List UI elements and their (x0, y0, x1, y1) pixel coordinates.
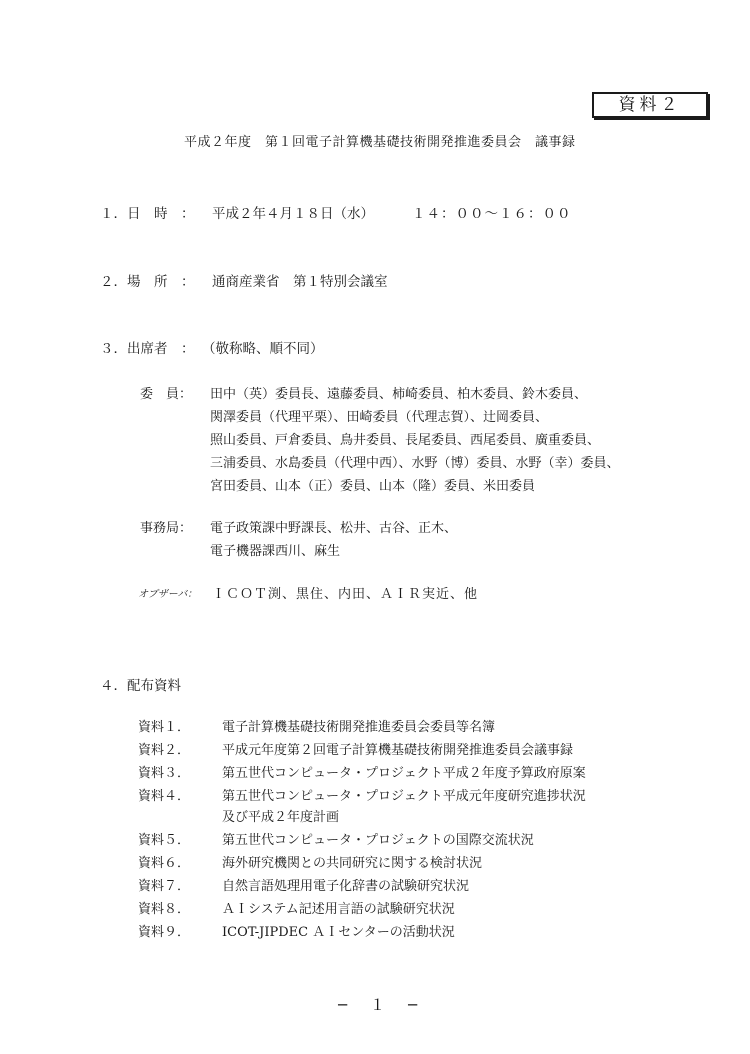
material-number: 資料１． (138, 720, 191, 735)
material-title: ICOT-JIPDEC ＡＩセンターの活動状況 (222, 925, 455, 940)
committee-line: 照山委員、戸倉委員、鳥井委員、長尾委員、西尾委員、廣重委員、 (210, 433, 601, 448)
committee-line: 田中（英）委員長、遠藤委員、柿崎委員、柏木委員、鈴木委員、 (210, 387, 588, 402)
material-number: 資料９． (138, 925, 191, 940)
material-number: 資料６． (138, 856, 191, 871)
material-title: 第五世代コンピュータ・プロジェクト平成元年度研究進捗状況 (222, 789, 586, 804)
material-title: 第五世代コンピュータ・プロジェクト平成２年度予算政府原案 (222, 766, 586, 781)
secretariat-line: 電子機器課西川、麻生 (210, 544, 341, 559)
material-number: 資料２． (138, 743, 191, 758)
materials-label: ４．配布資料 (100, 678, 181, 694)
material-title: 自然言語処理用電子化辞書の試験研究状況 (222, 879, 470, 894)
material-title: 平成元年度第２回電子計算機基礎技術開発推進委員会議事録 (222, 743, 574, 758)
place-label: ２．場 所 ： (100, 274, 195, 290)
material-number: 資料８． (138, 902, 191, 917)
material-number: 資料７． (138, 879, 191, 894)
committee-line: 関澤委員（代理平栗）、田崎委員（代理志賀）、辻岡委員、 (210, 410, 549, 425)
committee-line: 三浦委員、水島委員（代理中西）、水野（博）委員、水野（幸）委員、 (210, 456, 620, 471)
observer-label: オブザーバ： (138, 589, 198, 600)
document-label: 資料２ (592, 92, 708, 118)
secretariat-line: 電子政策課中野課長、松井、古谷、正木、 (210, 521, 458, 536)
material-title: 第五世代コンピュータ・プロジェクトの国際交流状況 (222, 833, 534, 848)
secretariat-label: 事務局： (140, 521, 193, 536)
page-number: ─ １ ─ (338, 996, 422, 1014)
material-number: 資料５． (138, 833, 191, 848)
material-title: 海外研究機関との共同研究に関する検討状況 (222, 856, 483, 871)
material-number: 資料４． (138, 789, 191, 804)
committee-line: 宮田委員、山本（正）委員、山本（隆）委員、米田委員 (210, 479, 536, 494)
attendees-note: （敬称略、順不同） (202, 341, 324, 357)
attendees-label: ３．出席者 ： (100, 341, 195, 357)
place-value: 通商産業省 第１特別会議室 (212, 274, 388, 290)
document-title: 平成２年度 第１回電子計算機基礎技術開発推進委員会 議事録 (184, 135, 576, 150)
material-number: 資料３． (138, 766, 191, 781)
material-title: ＡＩシステム記述用言語の試験研究状況 (222, 902, 455, 917)
committee-label: 委 員： (140, 387, 193, 402)
datetime-date: 平成２年４月１８日（水） (212, 206, 374, 222)
material-title-continued: 及び平成２年度計画 (222, 810, 340, 825)
material-title: 電子計算機基礎技術開発推進委員会委員等名簿 (222, 720, 496, 735)
observer-value: ＩＣＯＴ渕、黒住、内田、ＡＩＲ実近、他 (212, 587, 479, 602)
datetime-label: １．日 時 ： (100, 206, 195, 222)
datetime-time: １４：００〜１６：００ (412, 206, 572, 222)
